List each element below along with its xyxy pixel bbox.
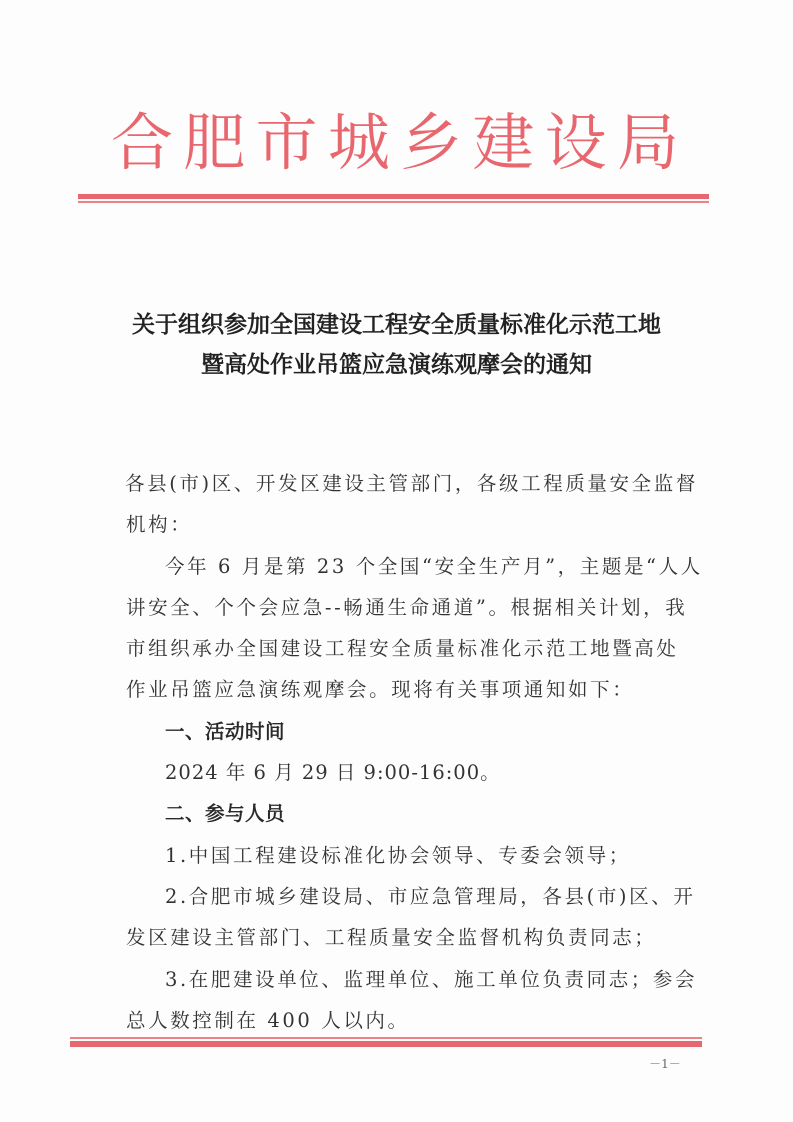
title-line-2: 暨高处作业吊篮应急演练观摩会的通知 xyxy=(201,351,592,378)
masthead-char: 局 xyxy=(616,106,679,179)
salutation-line: 各县(市)区、开发区建设主管部门，各级工程质量安全监督 xyxy=(125,472,698,495)
salutation-line: 机构： xyxy=(126,513,193,537)
footer-divider xyxy=(70,1037,702,1050)
document-body xyxy=(125,463,703,1041)
participant-item-2: 2.合肥市城乡建设局、市应急管理局，各县(市)区、开 xyxy=(165,884,696,908)
activity-time-text: 2024 年 6 月 29 日 9:00-16:00。 xyxy=(165,761,501,785)
divider-thick-line xyxy=(78,194,709,199)
intro-paragraph-line: 市组织承办全国建设工程安全质量标准化示范工地暨高处 xyxy=(126,637,679,661)
title-line-1: 关于组织参加全国建设工程安全质量标准化示范工地 xyxy=(132,311,661,338)
divider-thin-line xyxy=(78,201,709,203)
masthead-char: 建 xyxy=(472,106,535,179)
participant-item-3: 3.在肥建设单位、监理单位、施工单位负责同志；参会 xyxy=(165,967,698,991)
masthead-char: 合 xyxy=(110,106,173,179)
participant-item-3-cont: 总人数控制在 400 人以内。 xyxy=(126,1008,410,1032)
masthead-char: 市 xyxy=(255,106,318,179)
divider-thick-line xyxy=(70,1041,702,1047)
masthead-divider xyxy=(78,194,709,203)
masthead-char: 肥 xyxy=(183,106,246,179)
intro-paragraph-line: 讲安全、个个会应急--畅通生命通道”。根据相关计划，我 xyxy=(126,595,688,619)
masthead-char: 设 xyxy=(544,106,607,179)
intro-paragraph-line: 今年 6 月是第 23 个全国“安全生产月”，主题是“人人 xyxy=(165,554,703,578)
divider-thin-line xyxy=(70,1037,702,1039)
section-heading-participants: 二、参与人员 xyxy=(165,802,286,826)
document-title xyxy=(100,305,693,385)
intro-paragraph-line: 作业吊篮应急演练观摩会。现将有关事项通知如下： xyxy=(126,678,635,702)
participant-item-1: 1.中国工程建设标准化协会领导、专委会领导； xyxy=(165,843,631,867)
masthead-char: 乡 xyxy=(400,106,463,179)
participant-item-2-cont: 发区建设主管部门、工程质量安全监督机构负责同志； xyxy=(126,926,657,950)
masthead-org-name xyxy=(110,103,680,183)
masthead-char: 城 xyxy=(327,106,390,179)
section-heading-activity-time: 一、活动时间 xyxy=(165,719,286,743)
page-number: －1－ xyxy=(649,1057,681,1071)
